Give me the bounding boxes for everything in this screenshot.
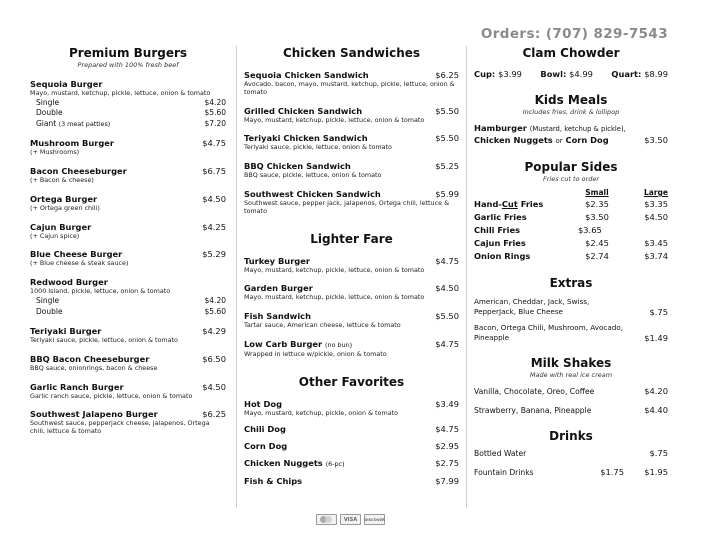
item-price: $7.99 bbox=[435, 475, 459, 486]
section-title: Clam Chowder bbox=[522, 46, 620, 60]
item-name: Fish & Chips bbox=[244, 475, 303, 486]
premium-burgers-section bbox=[30, 46, 226, 436]
item-desc: Tartar sauce, American cheese, lettuce & tomato bbox=[244, 321, 401, 330]
menu-item bbox=[244, 161, 459, 180]
item-name: Chili Dog bbox=[244, 423, 286, 434]
menu-item bbox=[244, 106, 459, 125]
side-row: Cajun Fries $2.45 $3.45 bbox=[474, 238, 668, 248]
orders-phone: Orders: (707) 829-7543 bbox=[480, 26, 668, 42]
menu-item bbox=[244, 256, 459, 275]
item-name: BBQ Chicken Sandwich bbox=[244, 161, 351, 172]
menu-item-sequoia-burger bbox=[30, 79, 226, 129]
item-price: $4.75 bbox=[435, 338, 459, 349]
size-row: Giant (3 meat patties) $7.20 bbox=[36, 118, 226, 128]
item-name: Teriyaki Chicken Sandwich bbox=[244, 133, 368, 144]
milk-shakes-section: Milk Shakes Made with real ice cream Vanilla, Chocolate, Oreo, Coffee $4.20 Strawberry, Banana, Pineapple $4.40 bbox=[474, 356, 668, 415]
item-name: Sequoia Chicken Sandwich bbox=[244, 70, 369, 80]
item-price: $2.95 bbox=[435, 440, 459, 451]
section-title: Chicken Sandwiches bbox=[282, 46, 421, 60]
menu-item bbox=[244, 441, 459, 452]
side-row: Onion Rings $2.74 $3.74 bbox=[474, 251, 668, 261]
item-price: $4.75 bbox=[435, 255, 459, 266]
item-desc: Mayo, mustard, ketchup, pickle, lettuce, onion & tomato bbox=[244, 265, 425, 274]
item-name: Fish Sandwich bbox=[244, 311, 311, 322]
section-title: Lighter Fare bbox=[310, 231, 393, 246]
side-row: Chili Fries $3.65 bbox=[474, 225, 602, 235]
menu-item bbox=[244, 311, 459, 330]
drinks-section: Drinks Bottled Water $.75 Fountain Drinks $1.75 $1.95 bbox=[474, 429, 668, 477]
menu-item bbox=[244, 70, 459, 97]
menu-item: Blue Cheese Burger $5.29 (+ Blue cheese & steak sauce) bbox=[30, 249, 226, 268]
size-row: Single $4.20 bbox=[36, 97, 226, 107]
item-name: Turkey Burger bbox=[244, 255, 310, 266]
menu-item bbox=[244, 424, 459, 435]
item-desc: Avocado, bacon, mayo, mustard, ketchup, pickle, lettuce, onion & tomato bbox=[244, 80, 455, 96]
item-price: $4.75 bbox=[435, 423, 459, 434]
item-price: $5.50 bbox=[435, 311, 459, 322]
item-name: Sequoia Burger bbox=[30, 79, 103, 89]
item-name: Corn Dog bbox=[244, 440, 288, 451]
menu-item bbox=[244, 339, 459, 359]
item-price: $4.50 bbox=[435, 283, 459, 294]
item-desc: Mayo, mustard, ketchup, pickle, lettuce, onion & tomato bbox=[244, 115, 425, 124]
menu-item: Ortega Burger $4.50 (+ Ortega green chili) bbox=[30, 193, 226, 212]
item-desc: Wrapped in lettuce w/pickle, onion & tomato bbox=[244, 349, 387, 358]
menu-item bbox=[244, 283, 459, 302]
menu-item: Cajun Burger $4.25 (+ Cajun spice) bbox=[30, 221, 226, 240]
visa-icon: VISA bbox=[340, 514, 361, 525]
menu-item bbox=[244, 189, 459, 216]
size-row: Double $5.60 bbox=[36, 108, 226, 118]
size-row: Single $4.20 bbox=[36, 296, 226, 306]
item-desc: Mayo, mustard, ketchup, pickle, onion & tomato bbox=[244, 408, 399, 417]
item-name: Grilled Chicken Sandwich bbox=[244, 105, 363, 116]
item-desc: Mayo, mustard, ketchup, pickle, lettuce, onion & tomato bbox=[244, 293, 425, 302]
menu-item-redwood-burger: Redwood Burger 1000 Island, pickle, lettuce, onion & tomato Single $4.20 Double $5.60 bbox=[30, 277, 226, 316]
section-title: Premium Burgers bbox=[68, 46, 188, 60]
item-price: $5.50 bbox=[435, 133, 459, 144]
right-column bbox=[474, 46, 668, 478]
section-subtitle: Prepared with 100% fresh beef bbox=[77, 61, 179, 69]
menu-item bbox=[244, 133, 459, 152]
middle-column bbox=[244, 46, 459, 487]
item-desc: Southwest sauce, pepper jack, jalapenos, Ortega chili, lettuce & tomato bbox=[244, 198, 450, 215]
item-desc: BBQ sauce, pickle, lettuce, onion & tomato bbox=[244, 171, 382, 180]
extras-section: Extras American, Cheddar, Jack, Swiss, PepperJack, Blue Cheese $.75 Bacon, Ortega Chili, Mushroom, Avocado, Pineapple $1.49 bbox=[474, 276, 668, 343]
section-title: Other Favorites bbox=[298, 374, 405, 389]
side-row: Garlic Fries $3.50 $4.50 bbox=[474, 212, 668, 222]
item-name: Low Carb Burger (no bun) bbox=[244, 338, 353, 349]
kids-meals-section: Kids Meals Includes fries, drink & lollipop Hamburger (Mustard, ketchup & pickle), Chicken Nuggets or Corn Dog $3.50 bbox=[474, 93, 668, 145]
size-row: Double $5.60 bbox=[36, 306, 226, 316]
item-name: Garden Burger bbox=[244, 283, 313, 294]
menu-item: Garlic Ranch Burger $4.50 Garlic ranch sauce, pickle, lettuce, onion & tomato bbox=[30, 381, 226, 400]
menu-item bbox=[244, 458, 459, 470]
chowder-prices: Cup: $3.99 Bowl: $4.99 Quart: $8.99 bbox=[474, 69, 668, 79]
menu-item: Mushroom Burger $4.75 (+ Mushrooms) bbox=[30, 138, 226, 157]
side-row: Hand-Cut Fries $2.35 $3.35 bbox=[474, 199, 668, 209]
item-name: Chicken Nuggets (6-pc) bbox=[244, 457, 345, 468]
column-divider bbox=[466, 46, 467, 508]
item-price: $6.25 bbox=[435, 70, 459, 80]
item-price: $5.99 bbox=[435, 188, 459, 199]
item-price: $5.25 bbox=[435, 161, 459, 172]
menu-item: Teriyaki Burger $4.29 Teriyaki sauce, pickle, lettuce, onion & tomato bbox=[30, 326, 226, 345]
item-price: $3.49 bbox=[435, 398, 459, 409]
menu-item bbox=[244, 476, 459, 487]
menu-item: Southwest Jalapeno Burger $6.25 Southwest sauce, pepperjack cheese, jalapenos, Ortega chili, lettuce & tomato bbox=[30, 409, 226, 436]
popular-sides-section: Popular Sides Fries cut to order Small Large Hand-Cut Fries $2.35 $3.35 Garlic Fries $3.50 $4.50 Chili Fries $3.65 Cajun Fries $2.45 $3.45 Onion Rings $2.74 $3.74 bbox=[474, 160, 668, 261]
column-divider bbox=[236, 46, 237, 508]
item-desc: Teriyaki sauce, pickle, lettuce, onion & tomato bbox=[244, 143, 392, 152]
item-price: $2.75 bbox=[435, 457, 459, 468]
mastercard-icon bbox=[316, 514, 337, 525]
item-price: $5.50 bbox=[435, 105, 459, 116]
item-name: Southwest Chicken Sandwich bbox=[244, 188, 381, 199]
item-name: Hot Dog bbox=[244, 398, 283, 409]
menu-item: BBQ Bacon Cheeseburger $6.50 BBQ sauce, onionrings, bacon & cheese bbox=[30, 353, 226, 372]
discover-icon: DISCOVER bbox=[364, 514, 385, 525]
menu-item bbox=[244, 399, 459, 418]
item-desc: Mayo, mustard, ketchup, pickle, lettuce, onion & tomato bbox=[30, 89, 211, 97]
payment-cards bbox=[316, 514, 385, 525]
menu-item: Bacon Cheeseburger $6.75 (+ Bacon & cheese) bbox=[30, 166, 226, 185]
